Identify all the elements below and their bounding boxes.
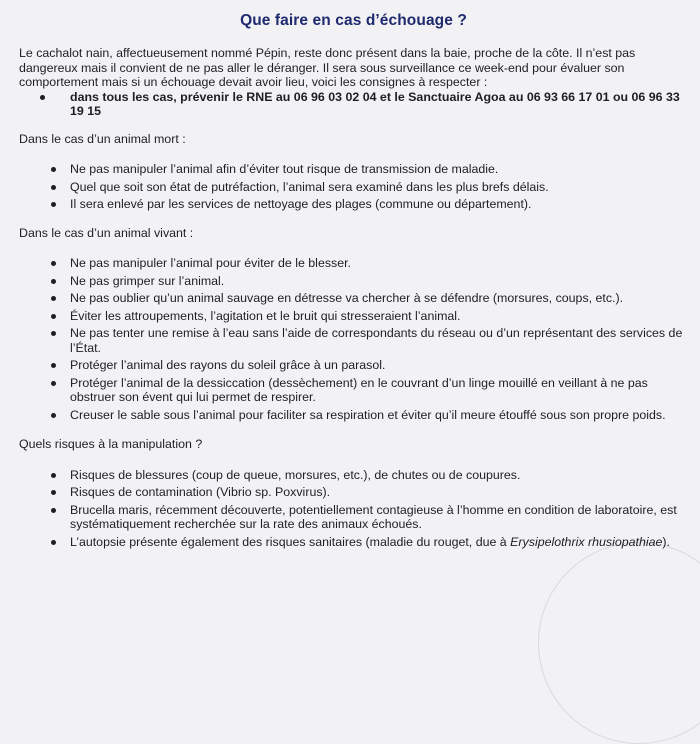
page-title: Que faire en cas d’échouage ? (240, 12, 467, 29)
list-item: Risques de blessures (coup de queue, morsures, etc.), de chutes ou de coupures. (70, 468, 688, 483)
list-item: Ne pas grimper sur l’animal. (70, 274, 688, 289)
list-item: Protéger l’animal des rayons du soleil grâce à un parasol. (70, 358, 688, 373)
alive-animal-list (19, 256, 688, 422)
dead-animal-list (19, 162, 688, 212)
list-item: Ne pas tenter une remise à l’eau sans l’aide de correspondants du réseau ou d’un représentant des services de l’État. (70, 326, 688, 355)
contact-list (19, 90, 688, 119)
list-item: Brucella maris, récemment découverte, potentiellement contagieuse à l’homme en condition de laboratoire, est systématiquement recherchée sur la rate des animaux échoués. (70, 503, 688, 532)
risk-list (19, 468, 688, 550)
intro-paragraph: Le cachalot nain, affectueusement nommé Pépin, reste donc présent dans la baie, proche de la côte. Il n’est pas dangereux mais il convient de ne pas aller le déranger. Il sera sous surveillance ce week-end pour évaluer son comportement mais si un échouage devait avoir lieu, voici les consignes à respecter : (19, 46, 636, 89)
list-item: Ne pas manipuler l’animal pour éviter de le blesser. (70, 256, 688, 271)
list-item: Quel que soit son état de putréfaction, l’animal sera examiné dans les plus brefs délais. (70, 180, 688, 195)
list-item: Risques de contamination (Vibrio sp. Poxvirus). (70, 485, 688, 500)
list-item: Il sera enlevé par les services de nettoyage des plages (commune ou département). (70, 197, 688, 212)
decorative-arc (538, 542, 700, 744)
risk-label: Quels risques à la manipulation ? (19, 437, 203, 451)
autopsy-text-end: ). (662, 534, 670, 549)
list-item: Creuser le sable sous l’animal pour faciliter sa respiration et éviter qu’il meure étouffé sous son propre poids. (70, 408, 688, 423)
alive-animal-label: Dans le cas d’un animal vivant : (19, 225, 194, 240)
bacteria-name: Erysipelothrix rhusiopathiae (510, 534, 663, 549)
list-item-autopsy (70, 535, 688, 550)
contact-item: dans tous les cas, prévenir le RNE au 06 96 03 02 04 et le Sanctuaire Agoa au 06 93 66 17 01 ou 06 96 33 19 15 (70, 90, 688, 119)
list-item: Protéger l’animal de la dessiccation (dessèchement) en le couvrant d’un linge mouillé en veillant à ne pas obstruer son évent qui lui permet de respirer. (70, 376, 688, 405)
dead-animal-label: Dans le cas d’un animal mort : (19, 131, 186, 146)
autopsy-text: L’autopsie présente également des risques sanitaires (maladie du rouget, due à (70, 534, 511, 549)
list-item: Ne pas manipuler l’animal afin d’éviter tout risque de transmission de maladie. (70, 162, 688, 177)
list-item: Éviter les attroupements, l’agitation et le bruit qui stresseraient l’animal. (70, 309, 688, 324)
list-item: Ne pas oublier qu’un animal sauvage en détresse va chercher à se défendre (morsures, coups, etc.). (70, 291, 688, 306)
